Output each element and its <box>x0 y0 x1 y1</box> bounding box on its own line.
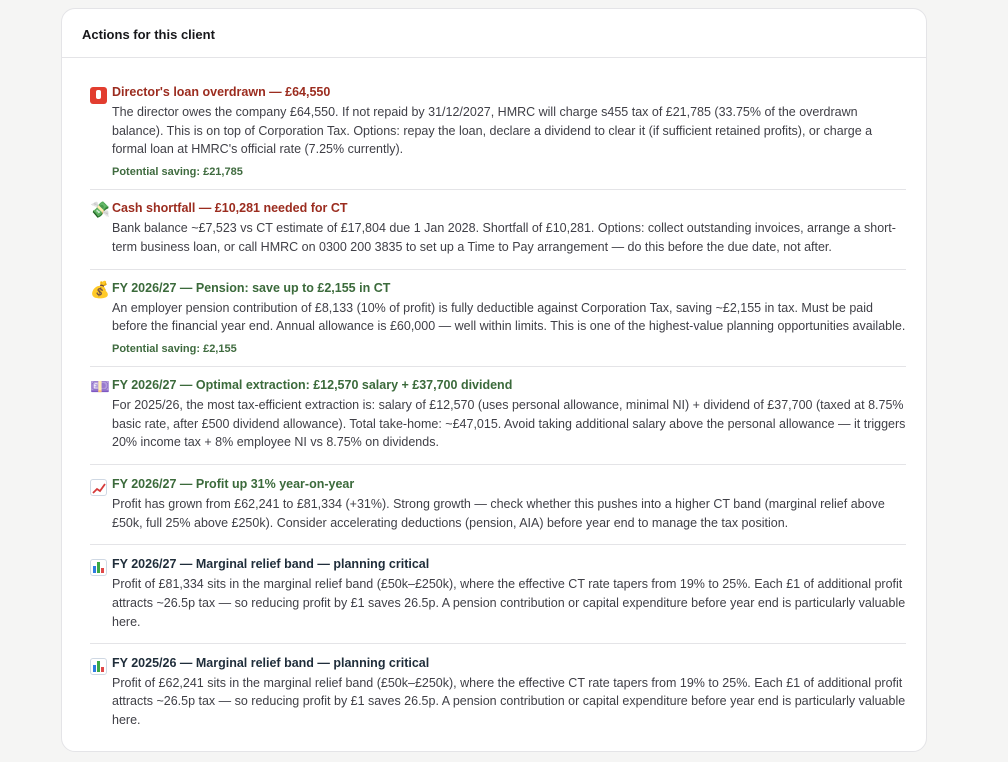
action-description: An employer pension contribution of £8,133 (10% of profit) is fully deductible against Corporation Tax, saving ~£2,155 in tax. Must be paid before the financial year end. Annual allowance is £60,000 — well within limits. This is one of the highest-value planning opportunities available. <box>112 300 906 334</box>
bar-chart-icon <box>90 556 112 631</box>
actions-list <box>62 58 926 741</box>
action-item[interactable] <box>90 190 906 269</box>
potential-saving: Potential saving: £21,785 <box>112 166 243 179</box>
action-title: Cash shortfall — £10,281 needed for CT <box>112 201 348 216</box>
card-header <box>62 9 926 58</box>
money-bag-icon: 💰 <box>90 281 110 299</box>
action-description: Profit of £81,334 sits in the marginal relief band (£50k–£250k), where the effective CT rate tapers from 19% to 25%. Each £1 of additional profit attracts ~26.5p tax — so reducing profit by £1 saves 26.5p. A pension contribution or capital expenditure before year end is particularly valuable here. <box>112 577 906 629</box>
chart-increasing-icon <box>90 476 112 532</box>
action-title: FY 2026/27 — Marginal relief band — planning critical <box>112 557 430 572</box>
actions-card <box>61 8 927 752</box>
action-item[interactable] <box>90 465 906 545</box>
action-item[interactable] <box>90 545 906 643</box>
banknote-icon: 💷 <box>90 378 110 396</box>
action-item[interactable] <box>90 58 906 190</box>
card-title: Actions for this client <box>82 27 215 42</box>
action-item[interactable] <box>90 644 906 741</box>
alert-siren-icon <box>90 84 112 178</box>
money-flying-icon: 💸 <box>90 202 110 220</box>
action-title: FY 2026/27 — Optimal extraction: £12,570 salary + £37,700 dividend <box>112 377 513 392</box>
action-item[interactable] <box>90 270 906 367</box>
action-description: For 2025/26, the most tax-efficient extraction is: salary of £12,570 (uses personal allowance, minimal NI) + dividend of £37,700 (taxed at 8.75% basic rate, after £500 dividend allowance). Total take-home: ~£47,015. Avoid taking additional salary above the personal allowance — it triggers 20% income tax + 8% employee NI vs 8.75% on dividends. <box>112 397 906 450</box>
action-title: Director's loan overdrawn — £64,550 <box>112 85 331 99</box>
action-description: Bank balance ~£7,523 vs CT estimate of £17,804 due 1 Jan 2028. Shortfall of £10,281. Options: collect outstanding invoices, arrange a short-term business loan, or call HMRC on 0300 200 3835 to set up a Time to Pay arrangement — do this before the due date, not after. <box>112 221 896 254</box>
bar-chart-icon <box>90 655 112 730</box>
action-title: FY 2026/27 — Profit up 31% year-on-year <box>112 477 355 492</box>
action-title: FY 2025/26 — Marginal relief band — planning critical <box>112 655 430 670</box>
action-item[interactable] <box>90 367 906 465</box>
action-description: Profit has grown from £62,241 to £81,334 (+31%). Strong growth — check whether this pushes into a higher CT band (marginal relief above £50k, full 25% above £250k). Consider accelerating deductions (pension, AIA) before year end to manage the tax position. <box>112 497 885 530</box>
potential-saving: Potential saving: £2,155 <box>112 342 237 355</box>
action-description: Profit of £62,241 sits in the marginal relief band (£50k–£250k), where the effective CT rate tapers from 19% to 25%. Each £1 of additional profit attracts ~26.5p tax — so reducing profit by £1 saves 26.5p. A pension contribution or capital expenditure before year end is particularly valuable here. <box>112 675 906 727</box>
action-description: The director owes the company £64,550. If not repaid by 31/12/2027, HMRC will charge s455 tax of £21,785 (33.75% of the overdrawn balance). This is on top of Corporation Tax. Options: repay the loan, declare a dividend to clear it (if sufficient retained profits), or charge a formal loan at HMRC's official rate (7.25% currently). <box>112 105 873 157</box>
action-title: FY 2026/27 — Pension: save up to £2,155 in CT <box>112 280 391 295</box>
